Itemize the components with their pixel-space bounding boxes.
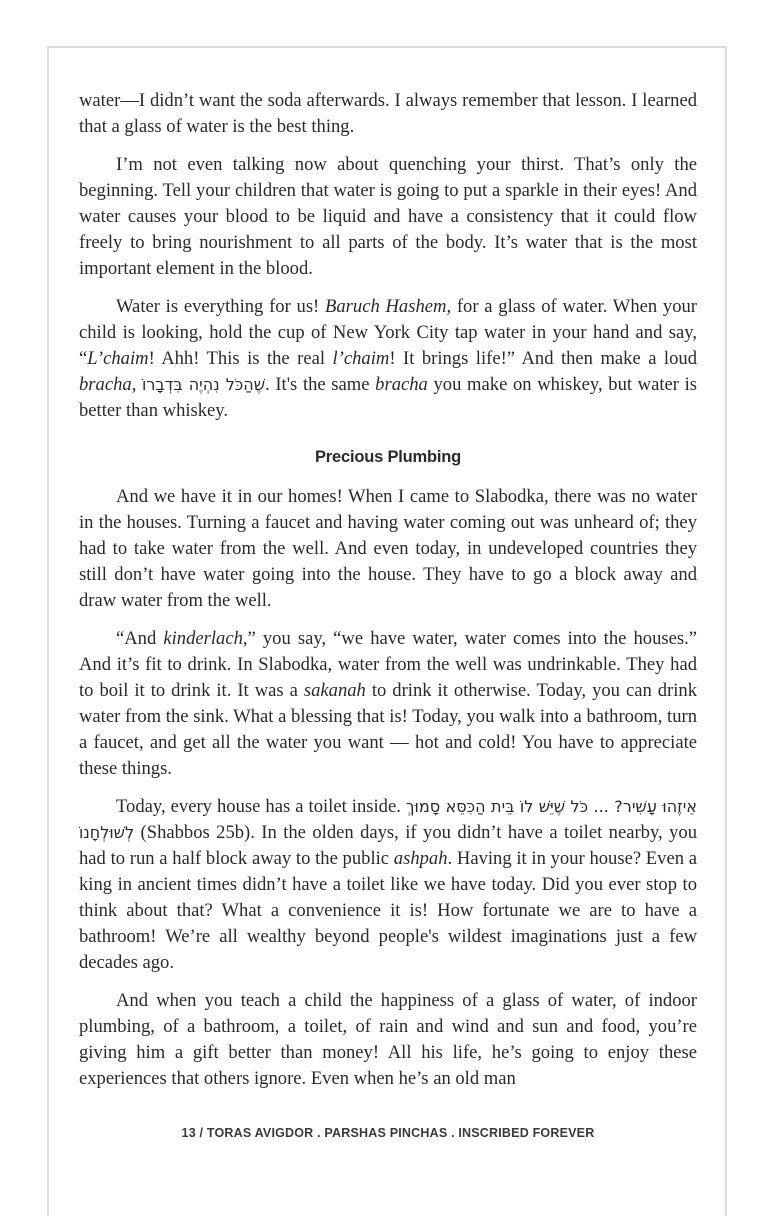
hebrew-text: אֵיזֶהוּ עָשִׁיר? ... כֹּל שֶׁיֵּשׁ לוֹ בֵּית הַכִּסֵּא סָמוּךְ לְשׁוּלְחָנוֹ (79, 797, 697, 842)
paragraph-text: water—I didn’t want the soda afterwards. I always remember that lesson. I learned that a glass of water is the best thing. (79, 90, 697, 137)
paragraph-text: And when you teach a child the happiness of a glass of water, of indoor plumbing, of a bathroom, a toilet, of rain and wind and sun and food, you’re giving him a gift better than money! All his life, he’s going to enjoy these experiences that others ignore. Even when he’s an old man (79, 990, 697, 1089)
text-run: ! Ahh! This is the real (148, 348, 333, 369)
text-run: , (131, 374, 142, 395)
page-footer: 13 / TORAS AVIGDOR . PARSHAS PINCHAS . INSCRIBED FOREVER (181, 1126, 595, 1140)
italic-term: l’chaim (332, 348, 390, 369)
italic-term: bracha (375, 374, 428, 395)
text-run: “And (116, 628, 164, 649)
paragraph-text: And we have it in our homes! When I came to Slabodka, there was no water in the houses. Turning a faucet and having water coming out was unheard of; they had to take water from the well. And even today, in undeveloped countries they still don’t have water going into the house. They have to go a block away and draw water from the well. (79, 486, 697, 611)
italic-term: bracha (79, 374, 132, 395)
italic-term: L’chaim (87, 348, 149, 369)
italic-term: ashpah (393, 848, 448, 869)
text-run: . It's the same (265, 374, 376, 395)
paragraph (79, 88, 697, 140)
section-heading: Precious Plumbing (314, 448, 462, 466)
page-content (79, 88, 697, 1104)
text-run: Water is everything for us! (116, 296, 325, 317)
italic-term: Baruch Hashem (325, 296, 447, 317)
text-run: to drink it otherwise. Today, you can drink water from the sink. What a blessing that is! Today, you walk into a bathroom, turn a faucet, and get all the water you want — hot and cold! You have to appreciate these things. (79, 680, 697, 779)
italic-term: kinderlach (163, 628, 243, 649)
paragraph (79, 152, 697, 282)
paragraph (79, 988, 697, 1092)
paragraph-text: I’m not even talking now about quenching your thirst. That’s only the beginning. Tell your children that water is going to put a sparkle in their eyes! And water causes your blood to be liquid and have a consistency that it could flow freely to bring nourishment to all parts of the body. It’s water that is the most important element in the blood. (79, 154, 697, 279)
hebrew-text: שֶׁהַכֹּל נִהְיֶה בִּדְבָרוֹ (142, 375, 266, 394)
text-run: Today, every house has a toilet inside. (116, 796, 406, 817)
paragraph (79, 794, 697, 976)
text-run: . Having it in your house? Even a king in ancient times didn’t have a toilet like we have today. Did you ever stop to think about that? What a convenience it is! How fortunate we are to have a bathroom! We’re all wealthy beyond people's wildest imaginations just a few decades ago. (79, 848, 697, 973)
text-run: (Shabbos 25b). In the olden days, if you didn’t have a toilet nearby, you had to run a half block away to the public (79, 822, 697, 869)
text-run: ,” you say, “we have water, water comes into the houses.” And it’s fit to drink. In Slabodka, water from the well was undrinkable. They had to boil it to drink it. It was a (79, 628, 697, 701)
text-run: ! It brings life!” And then make a loud (389, 348, 697, 369)
italic-term: sakanah (303, 680, 366, 701)
text-run: you make on whiskey, but water is better than whiskey. (79, 374, 698, 421)
paragraph (79, 626, 697, 782)
paragraph (79, 484, 697, 614)
paragraph (79, 294, 697, 424)
text-run: , for a glass of water. When your child is looking, hold the cup of New York City tap water in your hand and say, “ (79, 296, 697, 369)
